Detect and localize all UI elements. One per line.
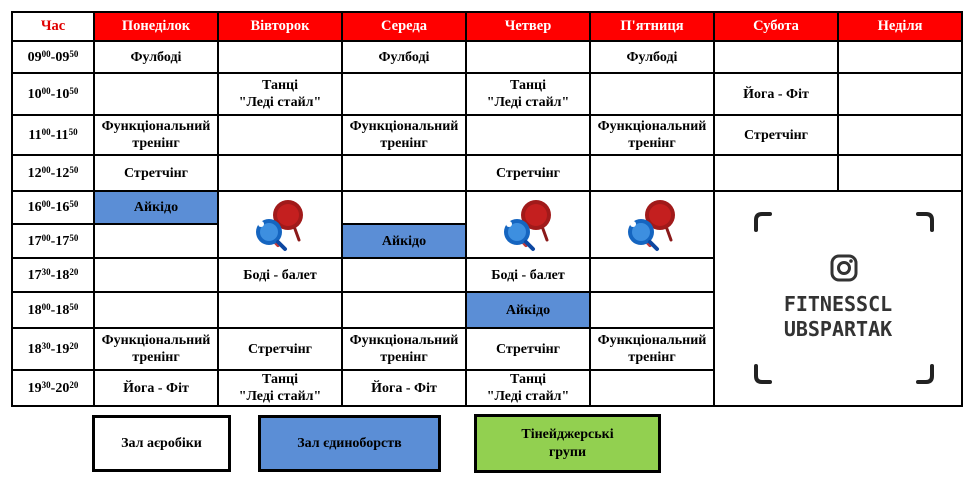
class-line: Функціональний	[597, 333, 707, 348]
class-line: тренінг	[380, 136, 428, 151]
empty-cell	[714, 155, 838, 191]
time-minutes: 50	[69, 199, 79, 209]
class-cell: Боді - балет	[466, 258, 590, 292]
time-separator: -	[50, 86, 56, 102]
empty-cell	[838, 115, 962, 155]
class-cell	[94, 115, 218, 155]
class-line: тренінг	[132, 350, 180, 365]
time-minutes: 50	[69, 301, 79, 312]
class-line: Функціональний	[101, 119, 211, 134]
class-cell	[218, 73, 342, 115]
class-line: "Леді стайл"	[486, 95, 570, 110]
time-minutes: 20	[69, 340, 79, 351]
ping-pong-cell	[218, 191, 342, 258]
time-minutes: 00	[41, 164, 51, 175]
class-line: тренінг	[628, 136, 676, 151]
table-row	[12, 115, 962, 155]
time-hours: 18	[27, 302, 42, 318]
time-hours: 09	[27, 49, 42, 65]
class-line: Функціональний	[101, 333, 211, 348]
empty-cell	[218, 292, 342, 328]
time-minutes: 30	[41, 266, 51, 277]
time-minutes: 30	[41, 379, 51, 390]
time-minutes: 00	[41, 232, 51, 243]
class-line: Танці	[261, 372, 298, 387]
time-cell	[12, 73, 94, 115]
class-cell	[466, 370, 590, 406]
time-separator: -	[50, 200, 56, 215]
class-cell	[590, 328, 714, 370]
time-minutes: 50	[69, 48, 79, 59]
class-cell: Фулбоді	[590, 41, 714, 73]
empty-cell	[218, 155, 342, 191]
time-hours: 09	[55, 49, 70, 65]
class-line: тренінг	[132, 136, 180, 151]
time-minutes: 00	[41, 126, 51, 137]
time-cell	[12, 155, 94, 191]
class-cell	[590, 115, 714, 155]
legend-teen-groups	[474, 414, 661, 473]
class-cell: Айкідо	[94, 191, 218, 224]
instagram-handle-line: UBSPARTAK	[783, 317, 893, 341]
time-separator: -	[50, 233, 56, 249]
class-cell: Йога - Фіт	[94, 370, 218, 406]
ping-pong-icon	[624, 198, 680, 252]
time-hours: 11	[55, 127, 69, 143]
empty-cell	[218, 115, 342, 155]
empty-cell	[590, 370, 714, 406]
time-cell	[12, 41, 94, 73]
class-cell: Айкідо	[342, 224, 466, 258]
time-minutes: 00	[41, 48, 51, 59]
empty-cell	[94, 73, 218, 115]
empty-cell	[342, 292, 466, 328]
class-line: Танці	[509, 78, 546, 93]
time-hours: 19	[55, 341, 70, 357]
class-line: "Леді стайл"	[238, 389, 322, 404]
time-minutes: 30	[41, 340, 51, 351]
empty-cell	[342, 258, 466, 292]
class-cell: Йога - Фіт	[714, 73, 838, 115]
time-minutes: 50	[68, 126, 78, 137]
time-cell	[12, 191, 94, 224]
time-hours: 17	[55, 233, 70, 249]
header-row	[12, 12, 962, 41]
empty-cell	[218, 41, 342, 73]
time-cell	[12, 370, 94, 406]
empty-cell	[94, 292, 218, 328]
class-cell: Фулбоді	[94, 41, 218, 73]
time-hours: 12	[55, 165, 70, 181]
class-line: "Леді стайл"	[238, 95, 322, 110]
time-hours: 17	[27, 233, 42, 249]
time-hours: 18	[55, 267, 70, 283]
legend-aerobics-hall: Зал аєробіки	[92, 415, 231, 472]
time-hours: 18	[55, 302, 70, 318]
time-cell	[12, 115, 94, 155]
day-header-tuesday: Вівторок	[218, 12, 342, 41]
time-minutes: 00	[41, 301, 51, 312]
instagram-tag-wrap	[715, 192, 961, 405]
schedule-table	[11, 11, 963, 407]
class-cell: Стретчінг	[94, 155, 218, 191]
empty-cell	[838, 73, 962, 115]
time-hours: 17	[27, 267, 42, 283]
empty-cell	[838, 41, 962, 73]
day-header-thursday: Четвер	[466, 12, 590, 41]
class-cell	[466, 73, 590, 115]
class-cell: Боді - балет	[218, 258, 342, 292]
class-cell	[218, 370, 342, 406]
time-hours: 11	[28, 127, 42, 143]
day-header-friday: П'ятниця	[590, 12, 714, 41]
legend-teen-line: групи	[548, 444, 587, 460]
ping-pong-icon	[500, 198, 556, 252]
instagram-tag	[714, 191, 962, 406]
time-separator: -	[50, 380, 56, 396]
time-separator: -	[50, 302, 56, 318]
day-header-sunday: Неділя	[838, 12, 962, 41]
ping-pong-cell	[590, 191, 714, 258]
time-separator: -	[50, 127, 56, 143]
table-row	[12, 191, 962, 224]
time-minutes: 50	[69, 164, 79, 175]
time-separator: -	[50, 165, 56, 181]
class-cell: Йога - Фіт	[342, 370, 466, 406]
table-row	[12, 73, 962, 115]
empty-cell	[342, 155, 466, 191]
time-cell	[12, 292, 94, 328]
instagram-icon	[830, 254, 858, 282]
table-row	[12, 155, 962, 191]
empty-cell	[590, 258, 714, 292]
class-line: тренінг	[628, 350, 676, 365]
time-minutes: 20	[69, 266, 79, 277]
class-cell: Стретчінг	[466, 155, 590, 191]
time-minutes: 50	[69, 232, 79, 243]
empty-cell	[714, 41, 838, 73]
day-header-wednesday: Середа	[342, 12, 466, 41]
class-line: Функціональний	[597, 119, 707, 134]
class-line: тренінг	[380, 350, 428, 365]
time-separator: -	[50, 341, 56, 357]
empty-cell	[466, 115, 590, 155]
time-separator: -	[50, 267, 56, 283]
time-cell	[12, 258, 94, 292]
time-hours: 16	[55, 200, 70, 215]
class-cell	[342, 115, 466, 155]
day-header-monday: Понеділок	[94, 12, 218, 41]
class-line: Функціональний	[349, 119, 459, 134]
class-cell: Стретчінг	[714, 115, 838, 155]
empty-cell	[838, 155, 962, 191]
empty-cell	[94, 258, 218, 292]
ping-pong-icon	[252, 198, 308, 252]
empty-cell	[342, 73, 466, 115]
class-cell: Стретчінг	[466, 328, 590, 370]
time-cell	[12, 224, 94, 258]
instagram-handle-line: FITNESSCL	[783, 292, 893, 316]
time-minutes: 00	[41, 199, 51, 209]
instagram-handle	[715, 292, 961, 342]
class-cell: Айкідо	[466, 292, 590, 328]
class-cell: Фулбоді	[342, 41, 466, 73]
ping-pong-cell	[466, 191, 590, 258]
legend-martial-arts-hall: Зал єдиноборств	[258, 415, 441, 472]
class-line: Танці	[509, 372, 546, 387]
empty-cell	[94, 224, 218, 258]
time-header: Час	[12, 12, 94, 41]
time-hours: 10	[27, 86, 42, 102]
time-minutes: 50	[69, 85, 79, 96]
empty-cell	[342, 191, 466, 224]
class-line: "Леді стайл"	[486, 389, 570, 404]
empty-cell	[590, 73, 714, 115]
time-minutes: 20	[69, 379, 79, 390]
empty-cell	[590, 155, 714, 191]
table-row	[12, 41, 962, 73]
class-cell	[94, 328, 218, 370]
time-separator: -	[50, 49, 56, 65]
time-hours: 19	[27, 380, 42, 396]
class-cell	[342, 328, 466, 370]
empty-cell	[590, 292, 714, 328]
time-hours: 20	[55, 380, 70, 396]
class-cell: Стретчінг	[218, 328, 342, 370]
empty-cell	[466, 41, 590, 73]
time-minutes: 00	[41, 85, 51, 96]
day-header-saturday: Субота	[714, 12, 838, 41]
class-line: Танці	[261, 78, 298, 93]
time-hours: 10	[55, 86, 70, 102]
time-cell	[12, 328, 94, 370]
class-line: Функціональний	[349, 333, 459, 348]
time-hours: 12	[27, 165, 42, 181]
legend-teen-line: Тінейджерські	[521, 426, 614, 442]
time-hours: 18	[27, 341, 42, 357]
time-hours: 16	[27, 200, 42, 215]
